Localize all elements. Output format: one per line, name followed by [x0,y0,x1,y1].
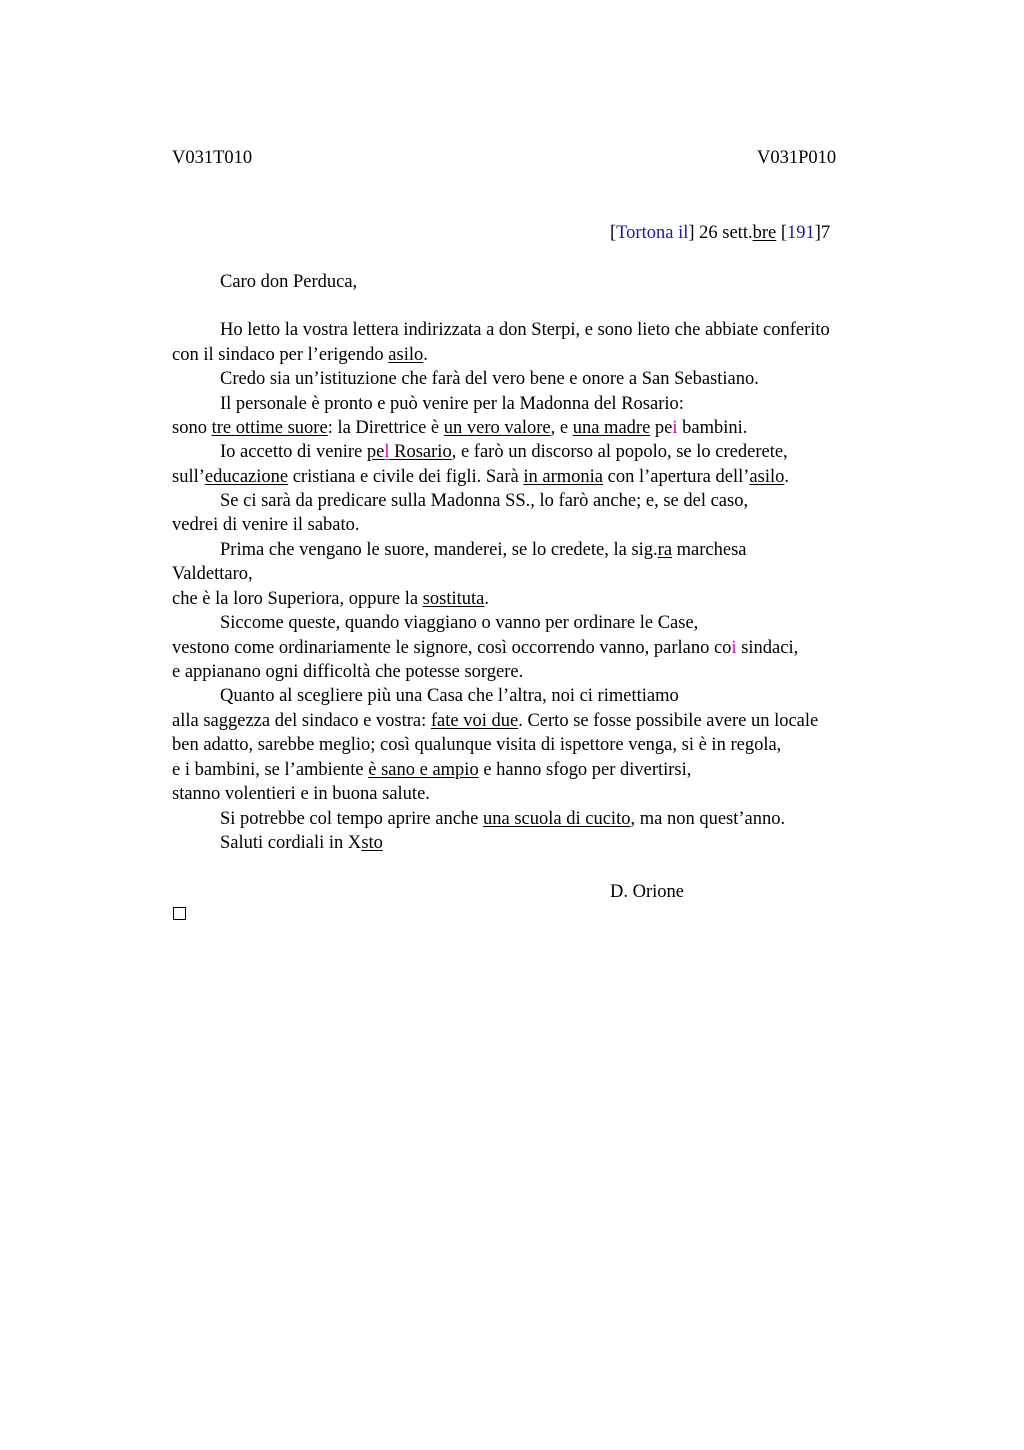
body-line: stanno volentieri e in buona salute. [172,784,430,804]
body-line: Credo sia un’istituzione che farà del vero bene e onore a San Sebastiano. [220,369,759,389]
body-line: sull’educazione cristiana e civile dei figli. Sarà in armonia con l’apertura dell’asilo. [172,467,789,487]
body-line: e appianano ogni difficoltà che potesse sorgere. [172,662,524,682]
body-line: Quanto al scegliere più una Casa che l’altra, noi ci rimettiamo [220,686,679,706]
date-place: Tortona il [616,223,689,243]
body-line: Prima che vengano le suore, manderei, se lo credete, la sig.ra marchesa [220,540,747,560]
body-line: Siccome queste, quando viaggiano o vanno per ordinare le Case, [220,613,699,633]
body-line: vestono come ordinariamente le signore, così occorrendo vanno, parlano coi sindaci, [172,638,799,658]
body-line: Valdettaro, [172,564,253,584]
document-code-left: V031T010 [172,148,253,168]
date-year-part: 191 [787,223,815,243]
document-code-right: V031P010 [757,148,837,168]
body-line: Io accetto di venire pel Rosario, e farò un discorso al popolo, se lo crederete, [220,442,788,462]
body-line: che è la loro Superiora, oppure la sostituta. [172,589,489,609]
body-line: vedrei di venire il sabato. [172,515,360,535]
body-line: Si potrebbe col tempo aprire anche una scuola di cucito, ma non quest’anno. [220,809,786,829]
signature: D. Orione [610,882,684,902]
body-line: alla saggezza del sindaco e vostra: fate voi due. Certo se fosse possibile avere un locale [172,711,819,731]
body-line: Il personale è pronto e può venire per la Madonna del Rosario: [220,394,684,414]
body-line: Ho letto la vostra lettera indirizzata a don Sterpi, e sono lieto che abbiate conferito [220,320,830,340]
date-line: [Tortona il] 26 sett.bre [191]7 [610,223,831,243]
body-line: e i bambini, se l’ambiente è sano e ampio e hanno sfogo per divertirsi, [172,760,692,780]
body-line: Se ci sarà da predicare sulla Madonna SS., lo farò anche; e, se del caso, [220,491,749,511]
salutation: Caro don Perduca, [220,272,358,292]
body-line: sono tre ottime suore: la Direttrice è un vero valore, e una madre pei bambini. [172,418,748,438]
body-line: Saluti cordiali in Xsto [220,833,383,853]
end-marker-square [173,907,186,920]
body-line: ben adatto, sarebbe meglio; così qualunque visita di ispettore venga, si è in regola, [172,735,782,755]
body-line: con il sindaco per l’erigendo asilo. [172,345,428,365]
